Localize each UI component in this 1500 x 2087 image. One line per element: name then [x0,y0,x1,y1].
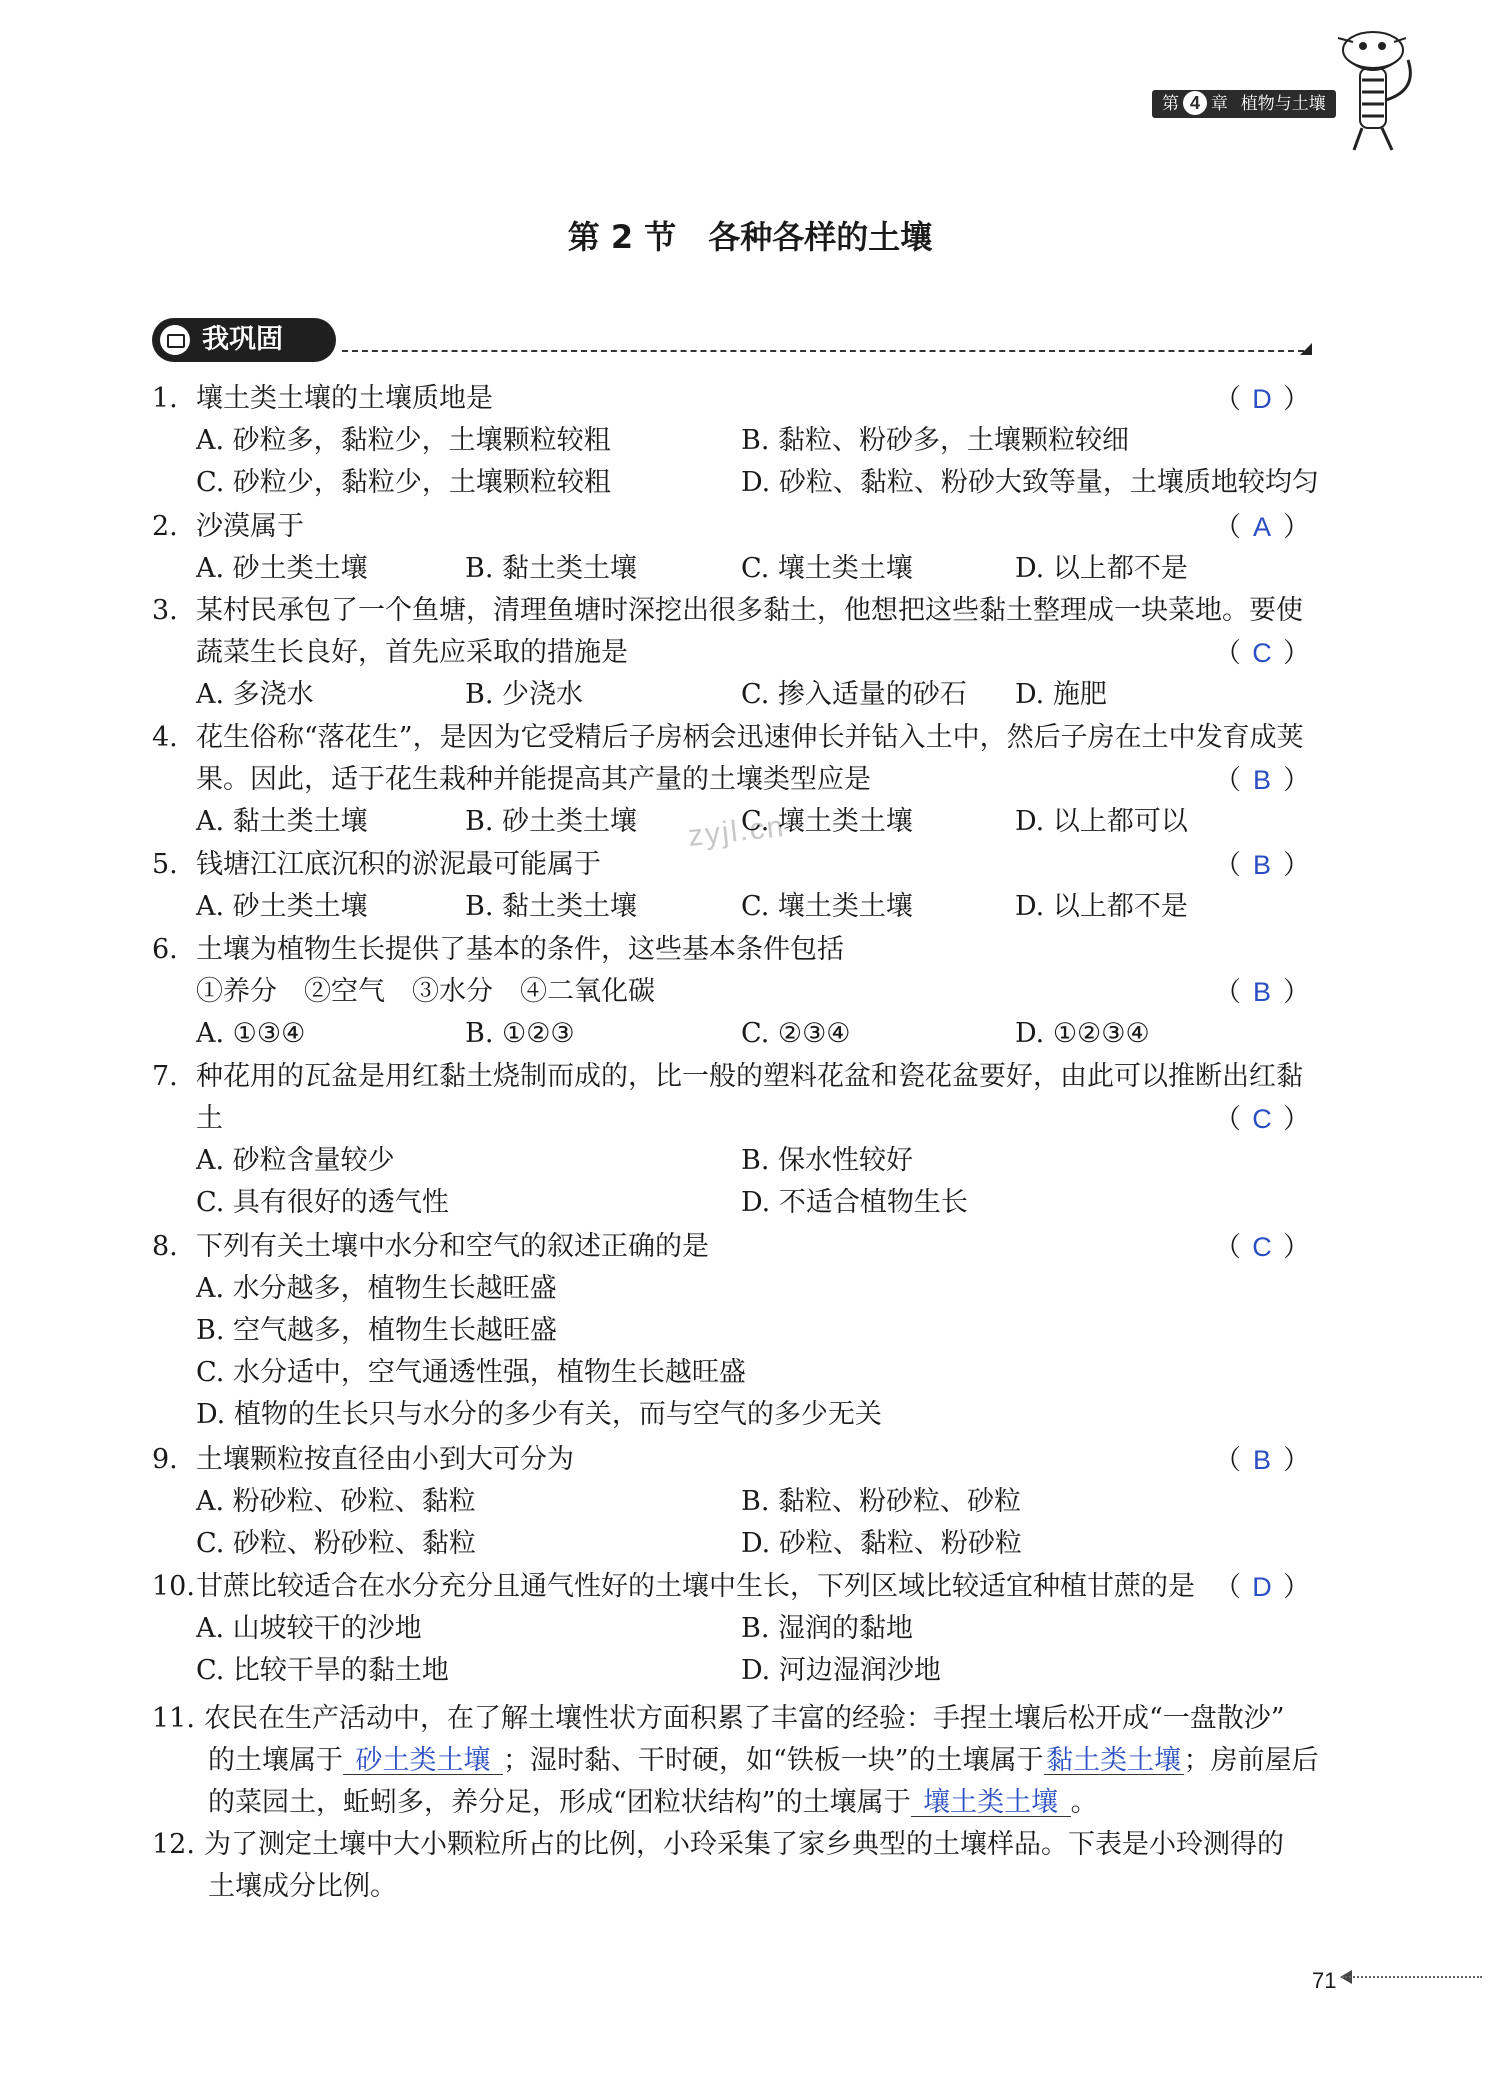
question-stem-continued: 蔬菜生长良好，首先应采取的措施是 [196,637,628,668]
option-c[interactable]: C. ②③④ [741,1018,851,1049]
answer-bracket: （ D ） [1214,1572,1310,1603]
answer-choice[interactable]: D [1252,384,1272,414]
option-b[interactable]: B. 黏土类土壤 [465,891,638,922]
answer-choice[interactable]: B [1252,765,1271,795]
answer-bracket: （ A ） [1214,512,1310,543]
chapter-prefix: 第 [1162,94,1179,113]
banner-corner-mark [1300,343,1312,355]
option-a[interactable]: A. 砂粒含量较少 [196,1145,395,1176]
option-c[interactable]: C. 具有很好的透气性 [196,1187,449,1218]
answer-bracket: （ B ） [1214,850,1310,881]
question-number: 5. [152,849,178,880]
answer-choice[interactable]: B [1252,1445,1271,1475]
option-a[interactable]: A. 砂粒多，黏粒少，土壤颗粒较粗 [196,425,611,456]
answer-bracket: （ C ） [1214,1232,1310,1263]
option-d[interactable]: D. ①②③④ [1015,1018,1150,1049]
page-number: 71 [1312,1968,1337,1993]
option-b[interactable]: B. ①②③ [465,1018,575,1049]
chapter-badge [1152,90,1336,118]
option-b[interactable]: B. 黏粒、粉砂多，土壤颗粒较细 [741,425,1130,456]
option-c[interactable]: C. 砂粒少，黏粒少，土壤颗粒较粗 [196,467,611,498]
section-title: 第 2 节 各种各样的土壤 [567,218,933,256]
option-b[interactable]: B. 空气越多，植物生长越旺盛 [196,1315,558,1346]
question-stem: 种花用的瓦盆是用红黏土烧制而成的，比一般的塑料花盆和瓷花盆要好，由此可以推断出红黏 [196,1061,1303,1092]
question-text: ；房前屋后 [1183,1745,1319,1776]
option-d[interactable]: D. 不适合植物生长 [741,1187,968,1218]
answer-choice[interactable]: D [1252,1572,1272,1602]
option-a[interactable]: A. 水分越多，植物生长越旺盛 [196,1273,557,1304]
page-dotted-rule [1342,1976,1482,1978]
option-c[interactable]: C. 壤土类土壤 [741,553,913,584]
answer-bracket: （ D ） [1214,384,1310,415]
option-d[interactable]: D. 砂粒、黏粒、粉砂粒 [741,1528,1022,1559]
answer-bracket: （ B ） [1214,765,1310,796]
question-text: ；湿时黏、干时硬，如“铁板一块”的土壤属于 [503,1745,1044,1776]
option-b[interactable]: B. 保水性较好 [741,1145,914,1176]
question-text: 农民在生产活动中，在了解土壤性状方面积累了丰富的经验：手捏土壤后松开成“一盘散沙” [204,1703,1285,1734]
option-a[interactable]: A. 黏土类土壤 [196,806,368,837]
option-d[interactable]: D. 砂粒、黏粒、粉砂大致等量，土壤质地较均匀 [741,467,1319,498]
option-d[interactable]: D. 以上都不是 [1015,891,1188,922]
question-stem: 沙漠属于 [196,511,304,542]
option-d[interactable]: D. 植物的生长只与水分的多少有关，而与空气的多少无关 [196,1399,882,1430]
answer-choice[interactable]: C [1252,1104,1272,1134]
exercise-banner [152,318,336,362]
option-d[interactable]: D. 以上都不是 [1015,553,1188,584]
answer-blank-2[interactable]: 黏土类土壤 [1044,1746,1184,1775]
question-number: 2. [152,511,178,542]
option-b[interactable]: B. 砂土类土壤 [465,806,638,837]
question-number: 9. [152,1444,178,1475]
question-text: 的菜园土，蚯蚓多，养分足，形成“团粒状结构”的土壤属于 [208,1787,911,1818]
answer-choice[interactable]: B [1252,977,1271,1007]
option-c[interactable]: C. 比较干旱的黏土地 [196,1655,449,1686]
answer-bracket: （ C ） [1214,638,1310,669]
option-a[interactable]: A. 山坡较干的沙地 [196,1613,422,1644]
option-a[interactable]: A. 多浇水 [196,679,314,710]
option-b[interactable]: B. 黏土类土壤 [465,553,638,584]
question-number: 12. [152,1829,195,1860]
answer-bracket: （ B ） [1214,977,1310,1008]
question-text: 土壤成分比例。 [208,1871,397,1902]
question-stem-continued: 土 [196,1103,223,1134]
answer-choice[interactable]: C [1252,1232,1272,1262]
question-stem: 钱塘江江底沉积的淤泥最可能属于 [196,849,601,880]
answer-choice[interactable]: B [1252,850,1271,880]
question-number: 11. [152,1703,195,1734]
question-text: 。 [1070,1787,1098,1818]
question-stem: 花生俗称“落花生”，是因为它受精后子房柄会迅速伸长并钻入土中，然后子房在土中发育成荚 [196,722,1304,753]
option-b[interactable]: B. 少浇水 [465,679,584,710]
option-c[interactable]: C. 水分适中，空气通透性强，植物生长越旺盛 [196,1357,746,1388]
option-b[interactable]: B. 黏粒、粉砂粒、砂粒 [741,1486,1022,1517]
chapter-suffix: 章 [1211,94,1228,113]
question-stem: 土壤为植物生长提供了基本的条件，这些基本条件包括 [196,934,844,965]
question-number: 4. [152,722,178,753]
banner-dashed-rule [342,350,1304,352]
banner-label: 我巩固 [202,324,283,355]
option-c[interactable]: C. 砂粒、粉砂粒、黏粒 [196,1528,476,1559]
option-d[interactable]: D. 河边湿润沙地 [741,1655,941,1686]
question-text: 的土壤属于 [208,1745,343,1776]
chapter-title: 植物与土壤 [1240,94,1326,113]
option-c[interactable]: C. 掺入适量的砂石 [741,679,967,710]
watermark: zyjl.cn [686,810,787,854]
option-a[interactable]: A. 砂土类土壤 [196,553,368,584]
option-d[interactable]: D. 施肥 [1015,679,1107,710]
option-c[interactable]: C. 壤土类土壤 [741,891,913,922]
question-stem-continued: 果。因此，适于花生栽种并能提高其产量的土壤类型应是 [196,764,871,795]
option-b[interactable]: B. 湿润的黏地 [741,1613,914,1644]
question-number: 8. [152,1231,178,1262]
option-a[interactable]: A. 砂土类土壤 [196,891,368,922]
question-stem: 土壤颗粒按直径由小到大可分为 [196,1444,574,1475]
chapter-number: 4 [1183,91,1207,115]
answer-blank-3[interactable]: 壤土类土壤 [911,1788,1071,1817]
answer-blank-1[interactable]: 砂土类土壤 [343,1746,503,1775]
option-d[interactable]: D. 以上都可以 [1015,806,1188,837]
question-number: 7. [152,1061,178,1092]
question-stem: 某村民承包了一个鱼塘，清理鱼塘时深挖出很多黏土，他想把这些黏土整理成一块菜地。要使 [196,595,1303,626]
question-number: 3. [152,595,178,626]
answer-choice[interactable]: C [1252,638,1272,668]
question-stem: 下列有关土壤中水分和空气的叙述正确的是 [196,1231,709,1262]
question-stem-continued: ①养分 ②空气 ③水分 ④二氧化碳 [196,976,655,1007]
question-number: 1. [152,383,178,414]
option-a[interactable]: A. 粉砂粒、砂粒、黏粒 [196,1486,476,1517]
answer-bracket: （ C ） [1214,1104,1310,1135]
question-number: 6. [152,934,178,965]
option-c[interactable]: C. 壤土类土壤 [741,806,913,837]
question-stem: 壤土类土壤的土壤质地是 [196,383,493,414]
question-number: 10. [152,1571,195,1602]
option-a[interactable]: A. ①③④ [196,1018,306,1049]
answer-bracket: （ B ） [1214,1445,1310,1476]
printer-icon [160,325,190,355]
answer-choice[interactable]: A [1252,512,1271,542]
question-stem: 甘蔗比较适合在水分充分且通气性好的土壤中生长，下列区域比较适宜种植甘蔗的是 [196,1571,1195,1602]
question-text: 为了测定土壤中大小颗粒所占的比例，小玲采集了家乡典型的土壤样品。下表是小玲测得的 [204,1829,1284,1860]
